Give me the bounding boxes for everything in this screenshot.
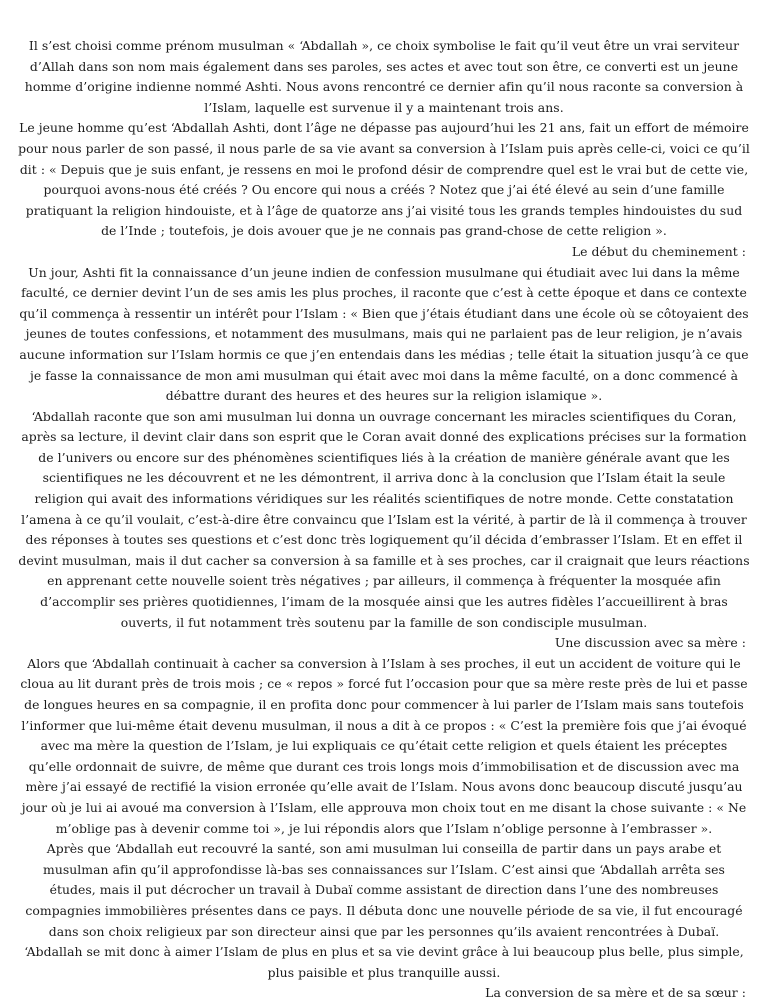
paragraph-childhood: Le jeune homme qu’est ‘Abdallah Ashti, dont l’âge ne dépasse pas aujourd’hui les 21 ans, fait un effort de mémoire pour nous parler de son passé, il nous parle de sa vie avant sa conversion à l’Islam puis après celle-ci, voici ce qu’il dit : « Depuis que je suis enfant, je ressens en moi le profond désir de comprendre quel est le vrai but de cette vie, pourquoi avons-nous été créés ? Ou encore qui nous a créés ? Notez que j’ai été élevé au sein d’une famille pratiquant la religion hindouiste, et à l’âge de quatorze ans j’ai visité tous les grands temples hindouistes du sud de l’Inde ; toutefois, je dois avouer que je ne connais pas grand-chose de cette religion ». (18, 120, 750, 239)
document-page (18, 36, 750, 1004)
section-heading-beginning: Le début du cheminement : (571, 243, 746, 259)
paragraph-accident: Alors que ‘Abdallah continuait à cacher sa conversion à l’Islam à ses proches, il eut un accident de voiture qui le cloua au lit durant près de trois mois ; ce « repos » forcé fut l’occasion pour que sa mère reste près de lui et passe de longues heures en sa compagnie, il en profita donc pour commencer à lui parler de l’Islam mais sans toutefois l’informer que lui-même était devenu musulman, il nous a dit à ce propos : « C’est la première fois que j’ai évoqué avec ma mère la question de l’Islam, je lui expliquais ce qu’était cette religion et quels étaient les préceptes qu’elle ordonnait de suivre, de même que durant ces trois longs mois d’immobilisation et de discussion avec ma mère j’ai essayé de rectifié la vision erronée qu’elle avait de l’Islam. Nous avons donc beaucoup discuté jusqu’au jour où je lui ai avoué ma conversion à l’Islam, elle approuva mon choix tout en me disant la chose suivante : « Ne m’oblige pas à devenir comme toi », je lui répondis alors que l’Islam n’oblige personne à l’embrasser ». (20, 655, 748, 836)
paragraph-intro: Il s’est choisi comme prénom musulman « ‘Abdallah », ce choix symbolise le fait qu’il veut être un vrai serviteur d’Allah dans son nom mais également dans ses paroles, ses actes et avec tout son être, ce converti est un jeune homme d’origine indienne nommé Ashti. Nous avons rencontré ce dernier afin qu’il nous raconte sa conversion à l’Islam, laquelle est survenue il y a maintenant trois ans. (24, 38, 744, 115)
section-heading-mother-sister: La conversion de sa mère et de sa sœur : (485, 985, 746, 1001)
paragraph-friend: Un jour, Ashti fit la connaissance d’un jeune indien de confession musulmane qui étudiait avec lui dans la même faculté, ce dernier devint l’un de ses amis les plus proches, il raconte que c’est à cette époque et dans ce contexte qu’il commença à ressentir un intérêt pour l’Islam : « Bien que j’étais étudiant dans une école où se côtoyaient des jeunes de toutes confessions, et notamment des musulmans, mais qui ne parlaient pas de leur religion, je n’avais aucune information sur l’Islam hormis ce que j’en entendais dans les médias ; telle était la situation jusqu’à ce que je fasse la connaissance de mon ami musulman qui était avec moi dans la même faculté, on a donc commencé à débattre durant des heures et des heures sur la religion islamique ». (19, 264, 749, 404)
paragraph-conversion: ‘Abdallah raconte que son ami musulman lui donna un ouvrage concernant les miracles scientifiques du Coran, après sa lecture, il devint clair dans son esprit que le Coran avait donné des explications précises sur la formation de l’univers ou encore sur des phénomènes scientifiques liés à la création de manière générale avant que les scientifiques ne les découvrent et ne les démontrent, il arriva donc à la conclusion que l’Islam était la seule religion qui avait des informations véridiques sur les réalités scientifiques de notre monde. Cette constatation l’amena à ce qu’il voulait, c’est-à-dire être convaincu que l’Islam est la vérité, à partir de là il commença à trouver des réponses à toutes ses questions et c’est donc très logiquement qu’il décida d’embrasser l’Islam. Et en effet il devint musulman, mais il dut cacher sa conversion à sa famille et à ses proches, car il craignait que leurs réactions en apprenant cette nouvelle soient très négatives ; par ailleurs, il commença à fréquenter la mosquée afin d’accomplir ses prières quotidiennes, l’imam de la mosquée ainsi que les autres fidèles l’accueillirent à bras ouverts, il fut notamment très soutenu par la famille de son condisciple musulman. (18, 408, 750, 630)
section-heading-mother-discussion: Une discussion avec sa mère : (554, 635, 746, 651)
paragraph-dubai: Après que ‘Abdallah eut recouvré la santé, son ami musulman lui conseilla de partir dans un pays arabe et musulman afin qu’il approfondisse là-bas ses connaissances sur l’Islam. C’est ainsi que ‘Abdallah arrêta ses études, mais il put décrocher un travail à Dubaï comme assistant de direction dans l’une des nombreuses compagnies immobilières présentes dans ce pays. Il débuta donc une nouvelle période de sa vie, il fut encouragé dans son choix religieux par son directeur ainsi que par les personnes qu’ils avaient rencontrées à Dubaï. ‘Abdallah se mit donc à aimer l’Islam de plus en plus et sa vie devint grâce à lui beaucoup plus belle, plus simple, plus paisible et plus tranquille aussi. (24, 841, 744, 980)
